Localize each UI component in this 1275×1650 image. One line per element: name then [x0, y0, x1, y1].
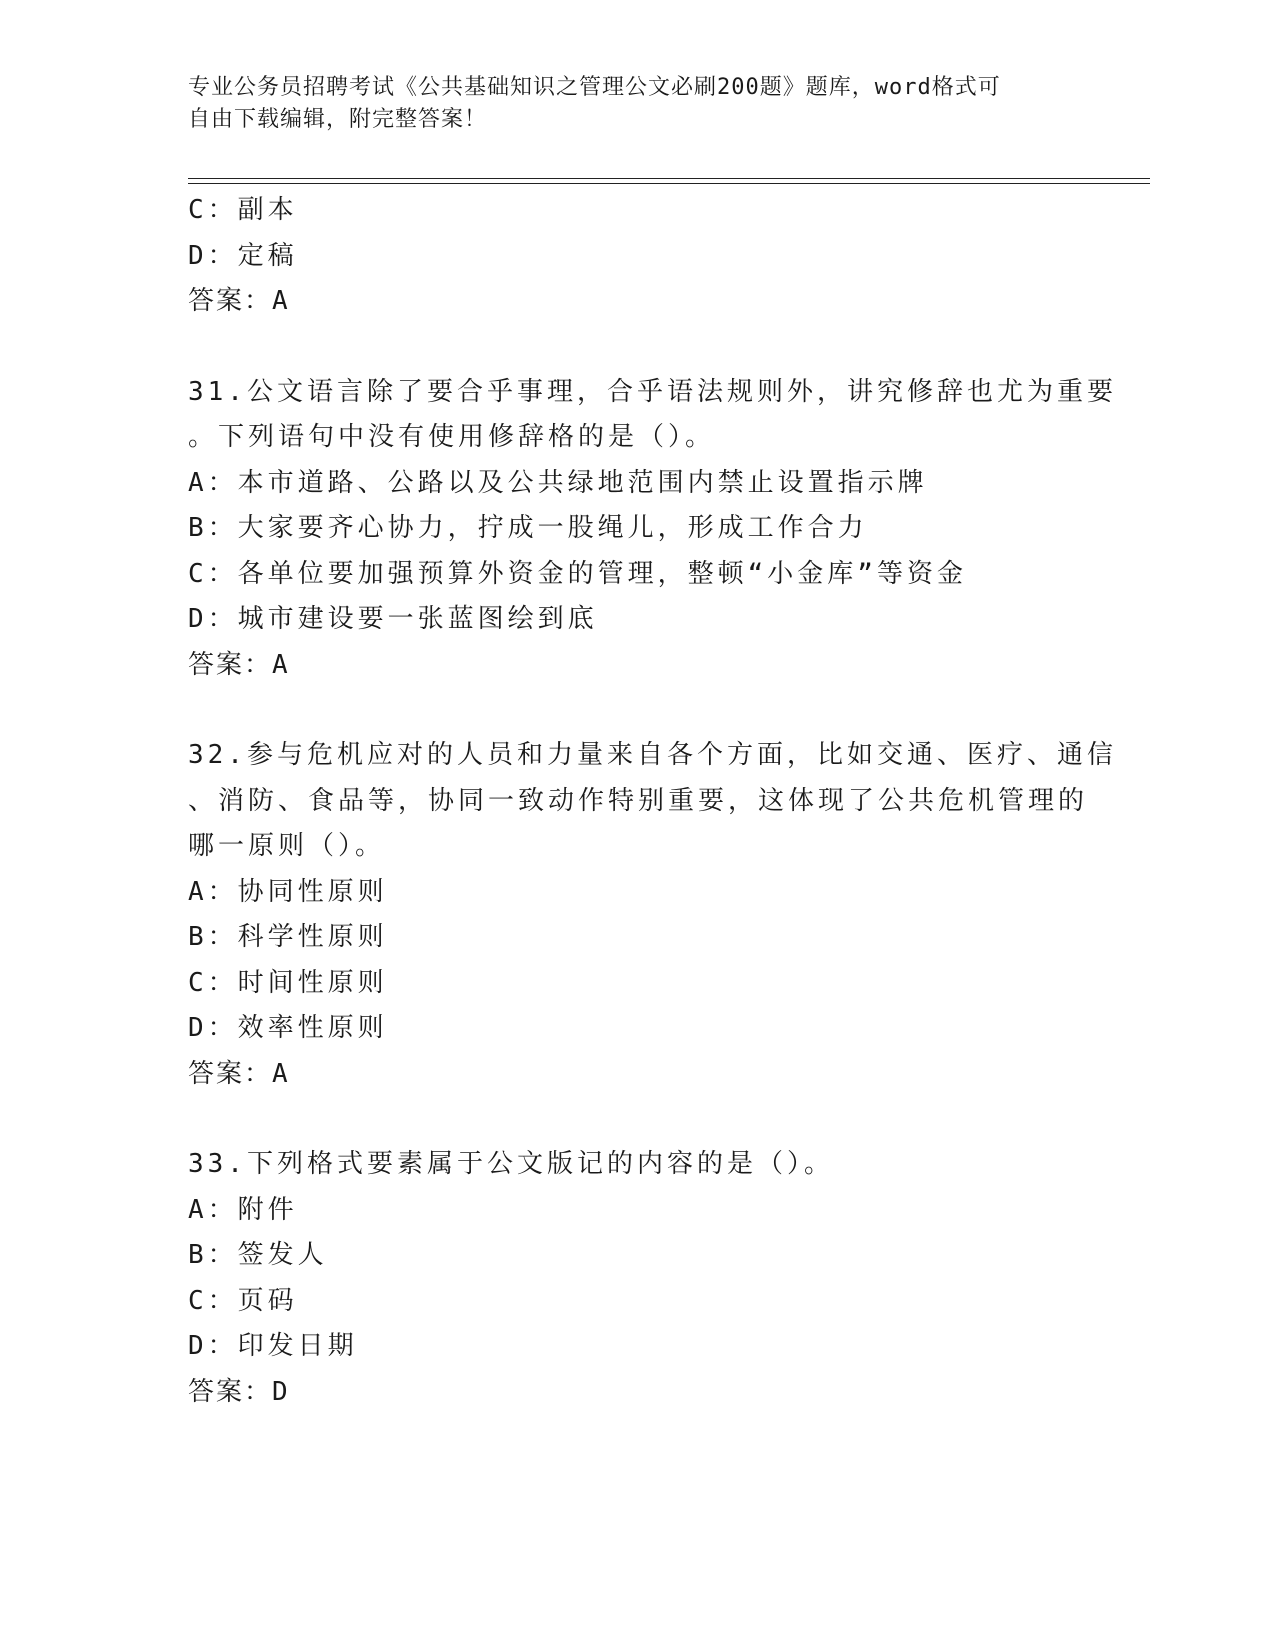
- question-stem-line: 33.下列格式要素属于公文版记的内容的是（）。: [188, 1149, 834, 1179]
- question-stem-line: 。下列语句中没有使用修辞格的是（）。: [188, 422, 716, 452]
- option-d: D：效率性原则: [188, 1013, 388, 1043]
- question-block-32: [188, 733, 1117, 1097]
- option-a: A：附件: [188, 1194, 298, 1225]
- option-b: B：签发人: [188, 1240, 328, 1270]
- question-block-31: [188, 370, 1117, 689]
- spacer: [188, 325, 1088, 370]
- option-c: C：各单位要加强预算外资金的管理，整顿“小金库”等资金: [188, 558, 967, 589]
- spacer: [188, 688, 1088, 733]
- spacer: [188, 1097, 1088, 1142]
- option-d: D：定稿: [188, 240, 298, 271]
- answer: 答案：A: [188, 1058, 290, 1089]
- question-block-30-continued: [188, 188, 1088, 325]
- option-c: C：时间性原则: [188, 967, 388, 998]
- option-d: D：印发日期: [188, 1331, 358, 1361]
- header-divider: [188, 178, 1150, 184]
- option-c: C：副本: [188, 195, 298, 225]
- option-a: A：本市道路、公路以及公共绿地范围内禁止设置指示牌: [188, 467, 928, 498]
- answer: 答案：A: [188, 286, 290, 316]
- question-stem-line: 32.参与危机应对的人员和力量来自各个方面，比如交通、医疗、通信: [188, 740, 1117, 770]
- answer: 答案：D: [188, 1376, 290, 1407]
- question-stem-line: 、消防、食品等，协同一致动作特别重要，这体现了公共危机管理的: [188, 785, 1089, 816]
- option-b: B：大家要齐心协力，拧成一股绳儿，形成工作合力: [188, 513, 868, 543]
- option-b: B：科学性原则: [188, 922, 388, 952]
- option-d: D：城市建设要一张蓝图绘到底: [188, 604, 598, 634]
- option-a: A：协同性原则: [188, 876, 388, 907]
- question-list: [188, 188, 1117, 1415]
- question-stem-line: 31.公文语言除了要合乎事理，合乎语法规则外，讲究修辞也尤为重要: [188, 376, 1117, 407]
- answer: 答案：A: [188, 649, 290, 680]
- option-c: C：页码: [188, 1285, 298, 1316]
- question-block-33: [188, 1142, 1088, 1415]
- header-title-line-1: 专业公务员招聘考试《公共基础知识之管理公文必刷200题》题库，word格式可: [188, 75, 1001, 100]
- header-title-line-2: 自由下载编辑，附完整答案！: [188, 107, 488, 132]
- page-header: [188, 72, 1088, 136]
- question-stem-line: 哪一原则（）。: [188, 831, 386, 861]
